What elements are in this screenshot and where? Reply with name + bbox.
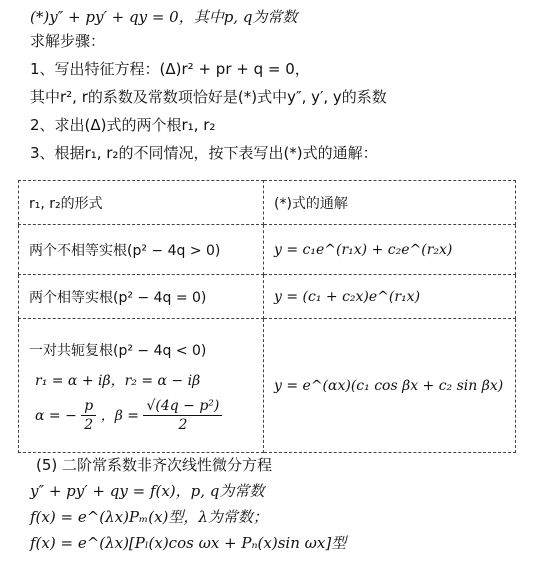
steps-heading: 求解步骤： [30,32,106,50]
header-root-form: r₁, r₂的形式 [19,181,264,225]
fraction-numerator: p [81,397,96,416]
table-row [19,275,516,319]
nonhomogeneous-equation: y″ + py′ + qy = f(x)，p, q为常数 [30,482,265,500]
case-exp-poly: f(x) = e^(λx)Pₘ(x)型，λ为常数； [30,508,268,526]
alpha-label: α = − [35,407,77,424]
alpha-beta-formula [29,396,253,436]
fraction-denominator: 2 [178,417,188,433]
solution-table [18,180,516,453]
case-distinct-real: 两个不相等实根(p² − 4q > 0) [19,225,264,275]
homogeneous-equation: (*)y″ + py′ + qy = 0，其中p, q为常数 [30,8,298,26]
table-header-row [19,181,516,225]
step-3: 3、根据r₁, r₂的不同情况，按下表写出(*)式的通解： [30,144,378,162]
case-exp-trig: f(x) = e^(λx)[Pₗ(x)cos ωx + Pₙ(x)sin ωx]型 [30,534,347,552]
sqrt-over-2 [143,397,222,434]
solution-distinct-real: y = c₁e^(r₁x) + c₂e^(r₂x) [264,225,516,275]
step-2: 2、求出(Δ)式的两个根r₁, r₂ [30,116,216,134]
header-general-solution: (*)式的通解 [264,181,516,225]
section-5-title: (5) 二阶常系数非齐次线性微分方程 [36,456,273,474]
table-row [19,225,516,275]
case-complex [19,319,264,453]
case-complex-title: 一对共轭复根(p² − 4q < 0) [29,342,207,359]
fraction-numerator: √(4q − p²) [143,397,222,416]
solution-equal-real: y = (c₁ + c₂x)e^(r₁x) [264,275,516,319]
fraction-denominator: 2 [84,417,94,433]
equation-line [30,6,297,28]
solution-complex: y = e^(αx)(c₁ cos βx + c₂ sin βx) [264,319,516,453]
p-over-2 [81,397,96,434]
table-row [19,319,516,453]
step-1-note: 其中r², r的系数及常数项恰好是(*)式中y″, y′, y的系数 [30,88,387,106]
case-equal-real: 两个相等实根(p² − 4q = 0) [19,275,264,319]
step-1: 1、写出特征方程：(Δ)r² + pr + q = 0， [30,60,310,78]
complex-roots: r₁ = α + iβ，r₂ = α − iβ [35,372,201,389]
beta-label: ，β = [100,407,139,424]
